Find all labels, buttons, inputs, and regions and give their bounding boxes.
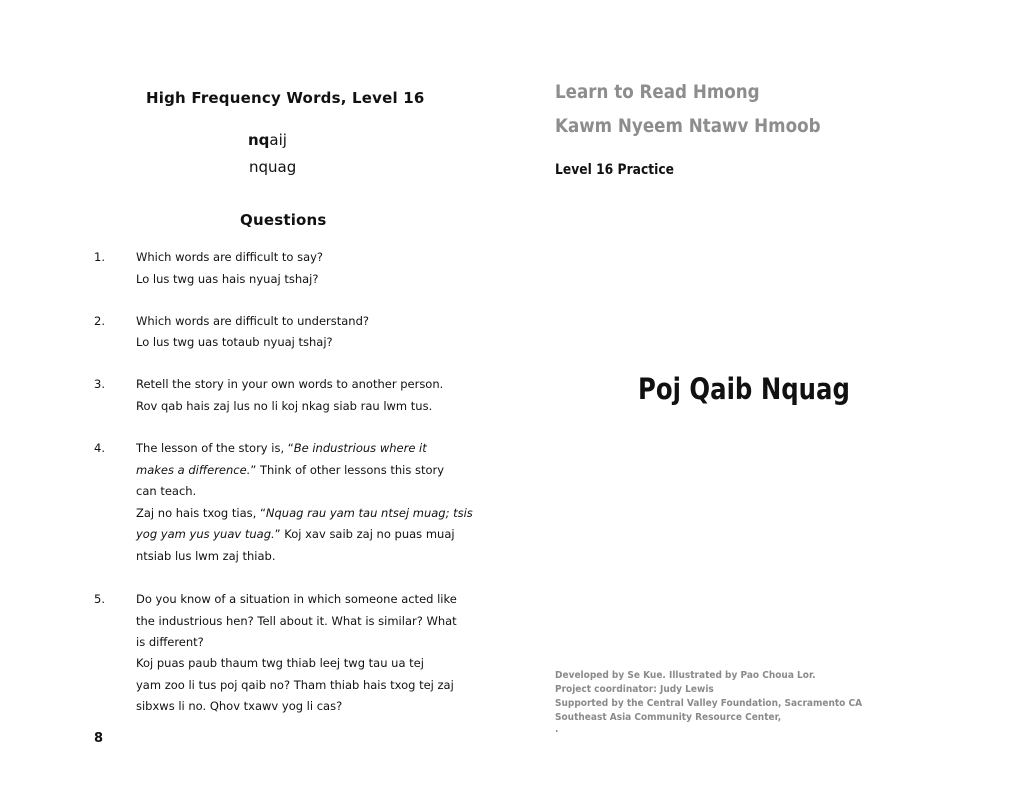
question-line: Do you know of a situation in which someone acted like <box>136 592 457 606</box>
question-number: 5. <box>94 592 105 606</box>
question-number: 2. <box>94 314 105 328</box>
focus-word-2: nquag <box>249 158 297 176</box>
question-line: yam zoo li tus poj qaib no? Tham thiab hais txog tej zaj <box>136 678 454 692</box>
question-number: 3. <box>94 377 105 391</box>
question-line: Rov qab hais zaj lus no li koj nkag siab rau lwm tus. <box>136 399 433 413</box>
focus-word-rest: aij <box>269 131 287 149</box>
series-title-english: Learn to Read Hmong <box>555 81 760 103</box>
focus-word <box>248 131 287 149</box>
question-line: sibxws li no. Qhov txawv yog li cas? <box>136 699 343 713</box>
credit-line: . <box>555 724 559 735</box>
questions-title: Questions <box>240 211 327 229</box>
focus-word-bold-part: nq <box>248 131 270 149</box>
question-line: The lesson of the story is, “Be industrious where it <box>136 441 427 455</box>
question-number: 1. <box>94 250 105 264</box>
question-line: can teach. <box>136 484 197 498</box>
credit-line: Developed by Se Kue. Illustrated by Pao Choua Lor. <box>555 670 816 681</box>
series-title-hmong: Kawm Nyeem Ntawv Hmoob <box>555 115 821 137</box>
credit-line: Supported by the Central Valley Foundation, Sacramento CA <box>555 698 863 709</box>
level-label: Level 16 Practice <box>555 162 675 178</box>
credit-line: Project coordinator: Judy Lewis <box>555 684 714 695</box>
page-number: 8 <box>94 731 104 746</box>
question-line: Which words are difficult to understand? <box>136 314 369 328</box>
question-line: Which words are difficult to say? <box>136 250 324 264</box>
question-line: Lo lus twg uas hais nyuaj tshaj? <box>136 272 319 286</box>
credit-line: Southeast Asia Community Resource Center, <box>555 712 782 723</box>
question-line: the industrious hen? Tell about it. What is similar? What <box>136 614 457 628</box>
question-number: 4. <box>94 441 105 455</box>
page-header: High Frequency Words, Level 16 <box>146 89 425 107</box>
question-line: Retell the story in your own words to another person. <box>136 377 444 391</box>
question-line: Koj puas paub thaum twg thiab leej twg tau ua tej <box>136 656 424 670</box>
book-title: Poj Qaib Nquag <box>638 372 850 406</box>
question-line: Lo lus twg uas totaub nyuaj tshaj? <box>136 335 333 349</box>
question-line: makes a difference.” Think of other lessons this story <box>136 463 445 477</box>
question-line: is different? <box>136 635 204 649</box>
question-line: Zaj no hais txog tias, “Nquag rau yam tau ntsej muag; tsis <box>136 506 473 520</box>
question-line: ntsiab lus lwm zaj thiab. <box>136 549 276 563</box>
question-line: yog yam yus yuav tuag.” Koj xav saib zaj no puas muaj <box>136 527 455 541</box>
